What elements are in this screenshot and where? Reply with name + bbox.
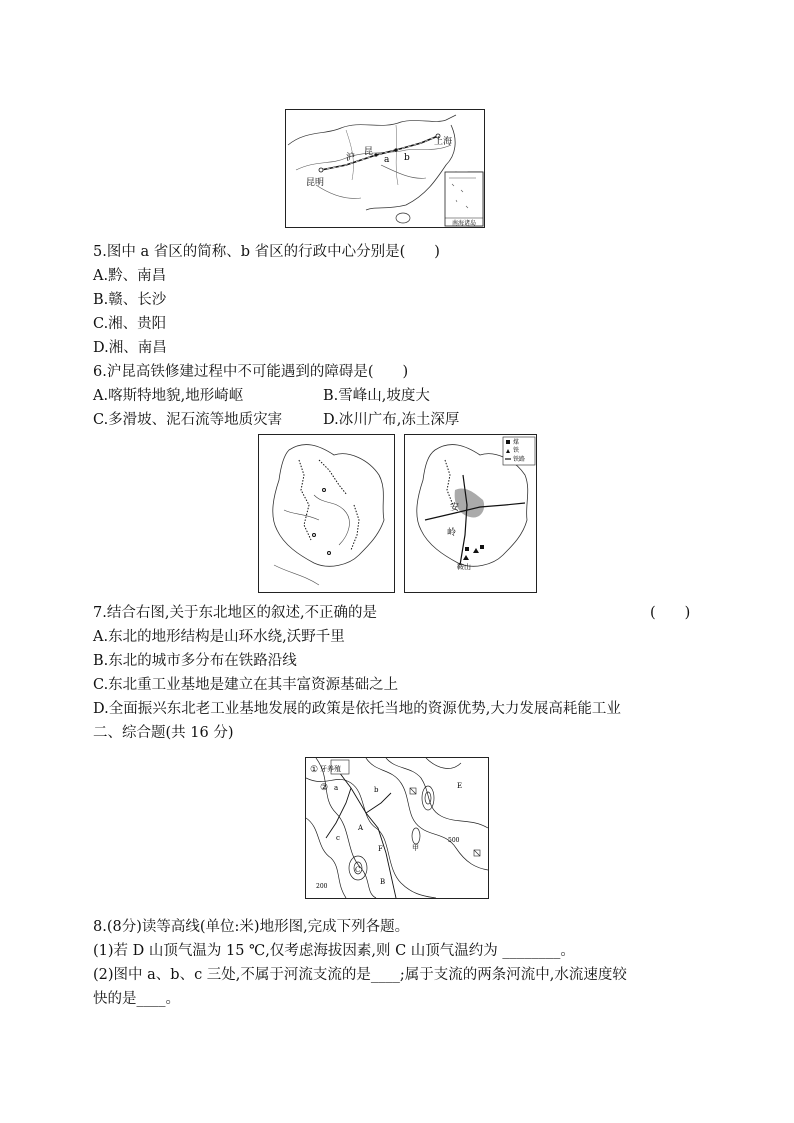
q7-paren: ( ) (650, 605, 691, 621)
northeast-terrain-map (258, 434, 395, 593)
q7-option-b: B.东北的城市多分布在铁路沿线 (93, 653, 297, 669)
label-circle-1: ① (310, 765, 319, 775)
label-anshan: 鞍山 (457, 563, 471, 571)
q8-part2-line2: 快的是____。 (93, 991, 180, 1007)
label-shanghai: 上海 (434, 137, 453, 147)
inset-label: 南海诸岛 (451, 220, 477, 227)
q7-option-d: D.全面振兴东北老工业基地发展的政策是依托当地的资源优势,大力发展高耗能工业 (93, 701, 621, 717)
label-ling: 岭 (447, 528, 457, 538)
label-c: c (336, 834, 340, 842)
label-B: B (380, 878, 386, 886)
label-circle-2: ② (320, 783, 329, 793)
q6-stem: 6.沪昆高铁修建过程中不可能遇到的障碍是( ) (93, 364, 409, 380)
label-F: F (378, 845, 383, 853)
label-an: 安 (450, 503, 460, 513)
label-farm: 牙养殖 (320, 765, 341, 773)
q7-option-a: A.东北的地形结构是山环水绕,沃野千里 (93, 629, 345, 645)
q8-part2-line1: (2)图中 a、b、c 三处,不属于河流支流的是____;属于支流的两条河流中,水流速度较 (93, 967, 627, 983)
label-A: A (358, 824, 364, 832)
q7-option-c: C.东北重工业基地是建立在其丰富资源基础之上 (93, 677, 399, 693)
label-b: b (404, 153, 410, 163)
q7-stem: 7.结合右图,关于东北地区的叙述,不正确的是 (93, 605, 378, 621)
label-500: 500 (448, 837, 460, 844)
q6-option-b: B.雪峰山,坡度大 (323, 388, 430, 404)
q5-option-d: D.湘、南昌 (93, 340, 167, 356)
hukun-railway-map (285, 109, 485, 228)
q6-option-c: C.多滑坡、泥石流等地质灾害 (93, 412, 283, 428)
label-kunming: 昆明 (306, 178, 325, 188)
q6-option-a: A.喀斯特地貌,地形崎岖 (93, 388, 244, 404)
label-a: a (334, 784, 339, 792)
label-jia: 甲 (412, 844, 419, 852)
label-kun: 昆 (364, 147, 374, 157)
q5-option-c: C.湘、贵阳 (93, 316, 167, 332)
label-C: C (355, 866, 361, 874)
q5-stem: 5.图中 a 省区的简称、b 省区的行政中心分别是( ) (93, 244, 440, 260)
label-E: E (457, 782, 463, 790)
legend-iron: 铁 (513, 447, 520, 454)
section-2-heading: 二、综合题(共 16 分) (93, 725, 234, 741)
q8-part1: (1)若 D 山顶气温为 15 ℃,仅考虑海拔因素,则 C 山顶气温约为 ________。 (93, 943, 575, 959)
label-200: 200 (316, 883, 328, 890)
label-hu: 沪 (346, 153, 356, 163)
contour-map (305, 757, 489, 899)
label-b: b (374, 786, 379, 794)
q8-stem: 8.(8分)读等高线(单位:米)地形图,完成下列各题。 (93, 919, 410, 935)
legend-rail: 铁路 (513, 456, 526, 463)
legend-coal: 煤 (513, 439, 520, 446)
q5-option-b: B.赣、长沙 (93, 292, 167, 308)
label-a: a (384, 155, 390, 165)
q6-option-d: D.冰川广布,冻土深厚 (323, 412, 460, 428)
northeast-resources-map (404, 434, 537, 593)
q5-option-a: A.黔、南昌 (93, 268, 167, 284)
